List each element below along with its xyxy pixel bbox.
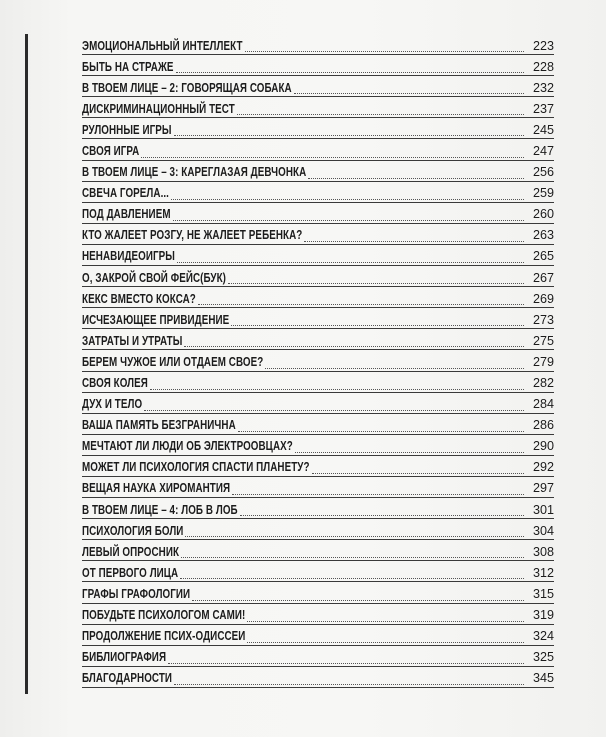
toc-entry-page-number: 237	[532, 101, 554, 116]
toc-entry	[82, 308, 554, 329]
toc-entry-page-number: 282	[532, 376, 554, 390]
toc-entry-title: ПРОДОЛЖЕНИЕ ПСИХ-ОДИССЕИ	[82, 629, 246, 644]
toc-entry-title: КТО ЖАЛЕЕТ РОЗГУ, НЕ ЖАЛЕЕТ РЕБЕНКА?	[82, 228, 303, 243]
dot-leader	[232, 494, 524, 495]
toc-entry-page-number: 259	[532, 186, 554, 201]
dot-leader	[295, 452, 524, 453]
toc-entry-title: ПОД ДАВЛЕНИЕМ	[82, 207, 171, 222]
toc-entry	[82, 561, 554, 582]
dot-leader	[247, 642, 524, 643]
toc-entry-page-number: 273	[532, 312, 554, 327]
toc-entry-page-number: 292	[532, 460, 554, 475]
toc-entry-page-number: 232	[532, 80, 554, 95]
toc-entry	[82, 646, 554, 667]
toc-entry-page-number: 265	[532, 249, 554, 264]
toc-entry-title: НЕНАВИДЕОИГРЫ	[82, 249, 175, 264]
dot-leader	[184, 346, 524, 347]
dot-leader	[181, 557, 524, 558]
toc-entry	[82, 34, 554, 55]
toc-entry	[82, 245, 554, 266]
toc-entry	[82, 203, 554, 224]
dot-leader	[144, 410, 524, 411]
toc-entry-title: В ТВОЕМ ЛИЦЕ – 3: КАРЕГЛАЗАЯ ДЕВЧОНКА	[82, 165, 307, 180]
dot-leader	[247, 621, 524, 622]
toc-entry-title: ДУХ И ТЕЛО	[82, 397, 143, 412]
toc-entry	[82, 118, 554, 139]
dot-leader	[308, 178, 524, 179]
dot-leader	[237, 114, 524, 115]
toc-entry	[82, 582, 554, 603]
toc-entry	[82, 519, 554, 540]
dot-leader	[238, 431, 524, 432]
toc-entry-page-number: 263	[532, 228, 554, 243]
toc-entry-title: СВЕЧА ГОРЕЛА...	[82, 186, 169, 201]
toc-entry	[82, 182, 554, 203]
toc-entry-title: СВОЯ ИГРА	[82, 143, 140, 158]
toc-entry	[82, 498, 554, 519]
toc-entry	[82, 266, 554, 287]
toc-entry-page-number: 301	[532, 502, 554, 517]
toc-entry-page-number: 315	[532, 586, 554, 601]
toc-entry-page-number: 260	[532, 207, 554, 222]
toc-entry	[82, 604, 554, 625]
toc-entry-title: ЗАТРАТЫ И УТРАТЫ	[82, 333, 183, 348]
toc-entry-page-number: 304	[532, 523, 554, 538]
toc-entry	[82, 329, 554, 350]
dot-leader	[245, 51, 524, 52]
toc-entry-page-number: 279	[532, 354, 554, 369]
toc-entry-title: КЕКС ВМЕСТО КОКСА?	[82, 291, 196, 306]
dot-leader	[177, 262, 524, 263]
toc-entry-page-number: 275	[532, 333, 554, 348]
toc-entry	[82, 350, 554, 371]
toc-entry-title: ПСИХОЛОГИЯ БОЛИ	[82, 523, 184, 538]
toc-entry-title: ПОБУДЬТЕ ПСИХОЛОГОМ САМИ!	[82, 608, 246, 623]
toc-entry-page-number: 297	[532, 481, 554, 496]
toc-entry-title: ВЕЩАЯ НАУКА ХИРОМАНТИЯ	[82, 481, 231, 496]
toc-entry	[82, 76, 554, 97]
dot-leader	[150, 389, 524, 390]
toc-entry	[82, 435, 554, 456]
toc-entry-title: ЛЕВЫЙ ОПРОСНИК	[82, 544, 180, 559]
toc-entry-page-number: 267	[532, 270, 554, 285]
toc-entry-page-number: 286	[532, 418, 554, 433]
dot-leader	[171, 199, 524, 200]
dot-leader	[198, 304, 524, 305]
dot-leader	[265, 368, 524, 369]
toc-entry-title: МОЖЕТ ЛИ ПСИХОЛОГИЯ СПАСТИ ПЛАНЕТУ?	[82, 460, 310, 475]
toc-entry-title: МЕЧТАЮТ ЛИ ЛЮДИ ОБ ЭЛЕКТРООВЦАХ?	[82, 439, 293, 454]
toc-entry-title: БЛАГОДАРНОСТИ	[82, 671, 173, 686]
toc-entry-title: СВОЯ КОЛЕЯ	[82, 376, 148, 390]
toc-entry	[82, 55, 554, 76]
dot-leader	[231, 325, 524, 326]
toc-entry-page-number: 228	[532, 59, 554, 74]
dot-leader	[228, 283, 524, 284]
table-of-contents	[82, 34, 554, 688]
toc-entry	[82, 414, 554, 435]
toc-entry	[82, 456, 554, 477]
toc-entry-title: РУЛОННЫЕ ИГРЫ	[82, 122, 172, 137]
toc-entry-title: В ТВОЕМ ЛИЦЕ – 2: ГОВОРЯЩАЯ СОБАКА	[82, 80, 292, 95]
dot-leader	[168, 663, 524, 664]
toc-entry	[82, 477, 554, 498]
toc-entry-page-number: 324	[532, 629, 554, 644]
toc-entry	[82, 161, 554, 182]
toc-entry-page-number: 269	[532, 291, 554, 306]
toc-entry	[82, 393, 554, 414]
toc-entry-title: ДИСКРИМИНАЦИОННЫЙ ТЕСТ	[82, 101, 235, 116]
toc-entry-title: ЭМОЦИОНАЛЬНЫЙ ИНТЕЛЛЕКТ	[82, 38, 243, 53]
dot-leader	[240, 515, 524, 516]
toc-entry-page-number: 325	[532, 650, 554, 665]
dot-leader	[174, 684, 524, 685]
toc-entry	[82, 372, 554, 393]
toc-entry-page-number: 290	[532, 439, 554, 454]
toc-entry	[82, 625, 554, 646]
toc-entry-page-number: 312	[532, 565, 554, 580]
dot-leader	[180, 578, 524, 579]
toc-entry-page-number: 308	[532, 544, 554, 559]
toc-entry-title: ВАША ПАМЯТЬ БЕЗГРАНИЧНА	[82, 418, 236, 433]
toc-entry-page-number: 345	[532, 671, 554, 686]
toc-entry-title: О, ЗАКРОЙ СВОЙ ФЕЙС(БУК)	[82, 270, 226, 285]
dot-leader	[304, 241, 524, 242]
toc-entry-page-number: 245	[532, 122, 554, 137]
toc-entry-page-number: 223	[532, 38, 554, 53]
toc-entry	[82, 540, 554, 561]
toc-entry-title: ОТ ПЕРВОГО ЛИЦА	[82, 565, 179, 580]
toc-entry	[82, 224, 554, 245]
toc-entry-title: ИСЧЕЗАЮЩЕЕ ПРИВИДЕНИЕ	[82, 312, 230, 327]
toc-entry	[82, 97, 554, 118]
toc-entry-title: ГРАФЫ ГРАФОЛОГИИ	[82, 586, 191, 601]
toc-entry-title: В ТВОЕМ ЛИЦЕ – 4: ЛОБ В ЛОБ	[82, 502, 238, 517]
toc-entry	[82, 667, 554, 688]
toc-entry-title: БЕРЕМ ЧУЖОЕ ИЛИ ОТДАЕМ СВОЕ?	[82, 354, 264, 369]
toc-entry-page-number: 319	[532, 608, 554, 623]
toc-entry-page-number: 247	[532, 143, 554, 158]
dot-leader	[141, 157, 524, 158]
margin-rule	[25, 34, 28, 694]
dot-leader	[173, 220, 524, 221]
dot-leader	[312, 473, 524, 474]
toc-entry-title: БИБЛИОГРАФИЯ	[82, 650, 167, 665]
toc-entry-title: БЫТЬ НА СТРАЖЕ	[82, 59, 174, 74]
toc-entry-page-number: 256	[532, 165, 554, 180]
toc-entry	[82, 287, 554, 308]
dot-leader	[174, 135, 524, 136]
dot-leader	[294, 93, 524, 94]
dot-leader	[192, 600, 524, 601]
toc-entry-page-number: 284	[532, 397, 554, 412]
dot-leader	[185, 536, 524, 537]
dot-leader	[176, 72, 524, 73]
toc-entry	[82, 139, 554, 160]
